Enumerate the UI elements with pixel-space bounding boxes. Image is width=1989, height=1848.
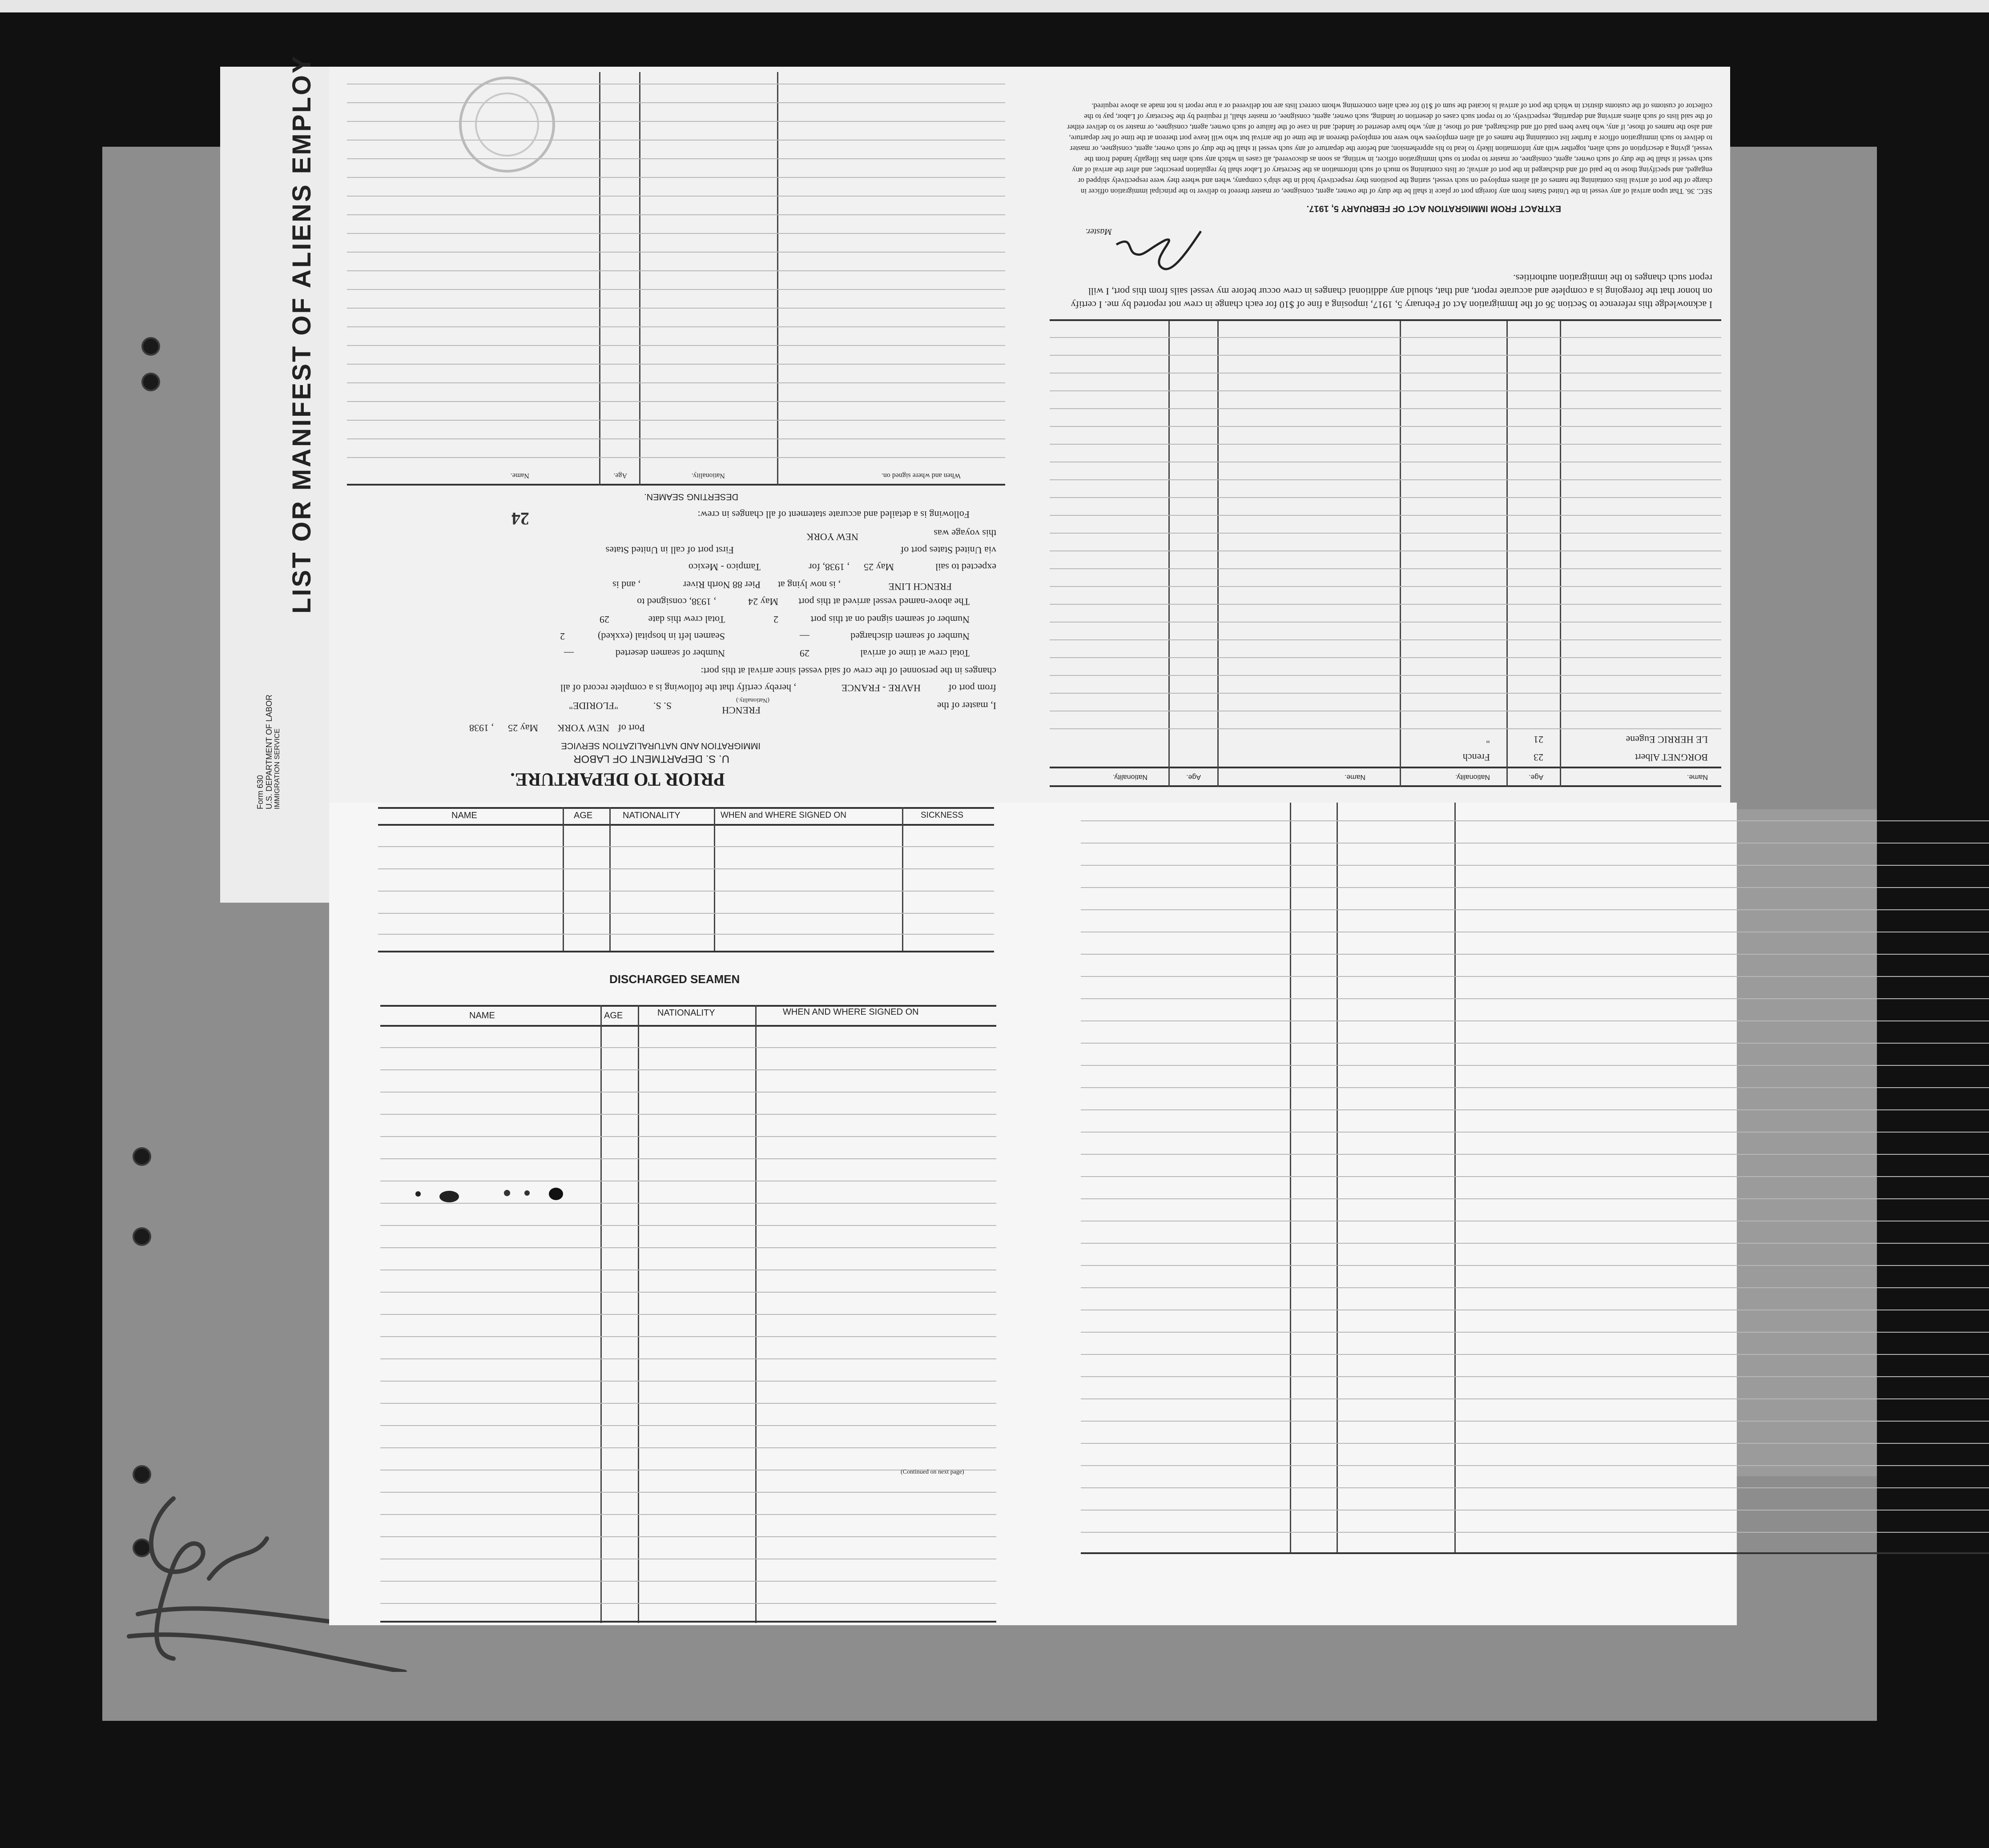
from-port-value: HAVRE - FRANCE: [841, 683, 921, 694]
row-rule: [1081, 1176, 1989, 1177]
row-rule: [1050, 639, 1721, 640]
row-rule: [380, 1247, 996, 1248]
row-rule: [380, 1403, 996, 1404]
row-rule: [1081, 1087, 1989, 1088]
row-rule: [1081, 1354, 1989, 1355]
master-prefix: I, master of the: [937, 700, 996, 711]
row-rule: [1081, 1487, 1989, 1488]
crew-col-age-a: Age.: [1529, 773, 1543, 781]
crew-col-nationality-a: Nationality.: [1455, 773, 1490, 781]
row-rule: [1050, 444, 1721, 445]
top-col-name: NAME: [451, 811, 477, 820]
upper-sheet: [329, 67, 1730, 805]
lying-label: , is now lying at: [777, 579, 841, 591]
hospital-value: 2: [560, 631, 565, 642]
lying-value: Pier 88 North River: [683, 579, 761, 591]
row-rule: [1081, 1020, 1989, 1021]
port-year: , 1938: [469, 723, 494, 734]
row-rule: [1081, 1065, 1989, 1066]
crew-row-name: LE HERRIC Eugene: [1626, 734, 1708, 745]
binder-hole: [141, 373, 160, 391]
total-date-value: 29: [600, 614, 609, 625]
crew-row-nationality: ": [1486, 734, 1490, 745]
side-form-department: U.S. DEPARTMENT OF LABOR: [265, 694, 274, 809]
row-rule: [347, 270, 1005, 271]
row-rule: [347, 140, 1005, 141]
col-divider: [563, 807, 564, 952]
discharged-title: DISCHARGED SEAMEN: [609, 972, 740, 986]
row-rule: [1081, 1510, 1989, 1511]
row-rule: [347, 252, 1005, 253]
master-label: Master.: [1085, 227, 1112, 237]
sail-date: May 25: [864, 562, 894, 573]
row-rule: [347, 177, 1005, 178]
rule: [380, 1621, 996, 1623]
deserted-value: —: [564, 648, 574, 659]
row-rule: [347, 438, 1005, 439]
row-rule: [380, 1603, 996, 1604]
row-rule: [1050, 622, 1721, 623]
arrived-date: May 24: [748, 596, 778, 607]
deserting-col-nationality: Nationality.: [692, 472, 725, 479]
row-rule: [380, 1581, 996, 1582]
discharged-col-name: NAME: [469, 1011, 495, 1020]
row-rule: [1081, 998, 1989, 999]
ink-blots: [409, 1181, 569, 1207]
row-rule: [1050, 337, 1721, 338]
row-rule: [380, 1158, 996, 1159]
row-rule: [1050, 515, 1721, 516]
row-rule: [1081, 1532, 1989, 1533]
row-rule: [1081, 1198, 1989, 1199]
row-rule: [378, 891, 994, 892]
row-rule: [378, 934, 994, 935]
row-rule: [380, 1092, 996, 1093]
following-text: Following is a detailed and accurate statement of all changes in crew:: [697, 509, 970, 520]
row-rule: [1050, 533, 1721, 534]
nationality-value: FRENCH: [722, 705, 761, 716]
discharged-label: Number of seamen discharged: [850, 631, 970, 642]
scan-top-edge: [0, 0, 1989, 12]
col-divider: [1290, 803, 1291, 1554]
row-rule: [1081, 1465, 1989, 1466]
row-rule: [347, 214, 1005, 215]
row-rule: [347, 102, 1005, 103]
row-rule: [1050, 657, 1721, 658]
row-rule: [378, 868, 994, 869]
deserting-col-signed: When and where signed on.: [881, 472, 961, 479]
rule: [1081, 1552, 1989, 1554]
discharged-value: —: [800, 631, 809, 642]
row-rule: [378, 846, 994, 847]
row-rule: [1050, 568, 1721, 569]
ship-prefix: S. S.: [653, 700, 672, 711]
extract-title: EXTRACT FROM IMMIGRATION ACT OF FEBRUARY 5, 1917.: [1306, 204, 1561, 213]
crew-col-nationality-b: Nationality.: [1113, 773, 1148, 781]
discharged-col-nationality: NATIONALITY: [657, 1008, 715, 1018]
col-divider: [609, 807, 611, 952]
deserting-col-age: Age.: [613, 472, 627, 479]
prior-department: U. S. DEPARTMENT OF LABOR: [573, 753, 729, 765]
deserted-label: Number of seamen deserted: [615, 648, 725, 659]
row-rule: [1081, 1287, 1989, 1288]
row-rule: [347, 196, 1005, 197]
row-rule: [380, 1336, 996, 1337]
row-rule: [347, 420, 1005, 421]
row-rule: [1081, 820, 1989, 821]
row-rule: [347, 121, 1005, 122]
row-rule: [347, 158, 1005, 159]
crew-col-name-b: Name.: [1344, 773, 1365, 781]
row-rule: [347, 457, 1005, 458]
top-col-age: AGE: [574, 811, 593, 820]
nationality-caption: (Nationality.): [736, 697, 769, 703]
row-rule: [380, 1269, 996, 1270]
rule: [1050, 767, 1721, 768]
row-rule: [347, 364, 1005, 365]
signed-label: Number of seamen signed on at this port: [810, 614, 970, 625]
row-rule: [347, 382, 1005, 383]
port-label: Port of: [618, 723, 645, 734]
row-rule: [1050, 426, 1721, 427]
acknowledge-text: I acknowledge this reference to Section 36 of the Immigration Act of February 5, 1917, imposing a fine of $10 for each change in crew not reported by me. I certify on honor that the foregoing is a complete and accurate report, and that, should any additional changes in crew occur before my vessel sails from this port, I will report such changes to the immigration authorities.: [1071, 273, 1712, 310]
stamp-number: 24: [511, 509, 529, 529]
row-rule: [1050, 355, 1721, 356]
col-divider: [639, 72, 640, 486]
binder-hole: [133, 1147, 151, 1166]
row-rule: [1050, 586, 1721, 587]
row-rule: [1081, 1132, 1989, 1133]
side-form-title: LIST OR MANIFEST OF ALIENS EMPLOY: [287, 54, 316, 614]
row-rule: [1081, 1243, 1989, 1244]
crew-row-age: 21: [1534, 734, 1543, 745]
official-seal-stamp: [449, 71, 565, 178]
rule: [378, 951, 994, 952]
row-rule: [1081, 865, 1989, 866]
row-rule: [380, 1114, 996, 1115]
deserting-col-name: Name.: [510, 472, 529, 479]
rule: [380, 1005, 996, 1007]
certify-text: , hereby certify that the following is a complete record of all: [560, 683, 796, 694]
hospital-label: Seamen left in hospital (exxked): [598, 631, 725, 642]
col-divider: [902, 807, 903, 952]
top-col-nationality: NATIONALITY: [623, 811, 680, 820]
row-rule: [380, 1292, 996, 1293]
rule: [1050, 785, 1721, 787]
row-rule: [380, 1225, 996, 1226]
row-rule: [380, 1314, 996, 1315]
crew-row-age: 23: [1534, 752, 1543, 763]
side-form-number: Form 630: [256, 775, 265, 809]
row-rule: [380, 1358, 996, 1359]
row-rule: [380, 1425, 996, 1426]
row-rule: [1081, 1376, 1989, 1377]
side-form-strip: [220, 54, 329, 903]
row-rule: [1050, 497, 1721, 498]
row-rule: [1081, 909, 1989, 910]
crew-col-name-a: Name.: [1687, 773, 1708, 781]
col-divider: [777, 72, 778, 486]
row-rule: [347, 401, 1005, 402]
side-form-service: IMMIGRATION SERVICE: [274, 728, 281, 809]
row-rule: [347, 308, 1005, 309]
row-rule: [1081, 1421, 1989, 1422]
crew-col-age-b: Age.: [1186, 773, 1201, 781]
changes-text: changes in the personnel of the crew of said vessel since arrival at this port:: [701, 666, 996, 677]
row-rule: [1050, 693, 1721, 694]
rule: [1050, 319, 1721, 321]
crew-extract-form: [1050, 67, 1721, 800]
row-rule: [1081, 1398, 1989, 1399]
discharged-col-signed: WHEN AND WHERE SIGNED ON: [783, 1007, 919, 1017]
via-label: via United States port of: [900, 545, 996, 556]
binder-hole: [133, 1227, 151, 1246]
row-rule: [1081, 1109, 1989, 1110]
row-rule: [347, 233, 1005, 234]
deserting-title: DESERTING SEAMEN.: [644, 492, 738, 502]
row-rule: [1050, 550, 1721, 551]
lower-sheet: [329, 803, 1737, 1625]
row-rule: [1081, 843, 1989, 844]
continued-note: (Continued on next page): [901, 1469, 964, 1475]
row-rule: [1081, 1043, 1989, 1044]
row-rule: [1050, 604, 1721, 605]
master-signature: [1107, 218, 1210, 285]
voyage-label: this voyage was: [934, 528, 996, 539]
prior-to-departure-form: [342, 67, 1010, 800]
row-rule: [380, 1047, 996, 1048]
row-rule: [1050, 479, 1721, 480]
row-rule: [347, 345, 1005, 346]
sail-year: , 1938, for: [809, 562, 850, 573]
row-rule: [380, 1069, 996, 1070]
row-rule: [380, 1536, 996, 1537]
first-port-label: First port of call in United States: [605, 545, 734, 556]
total-date-label: Total crew this date: [648, 614, 725, 625]
arrived-year: , 1938, consigned to: [637, 596, 716, 607]
voyage-port: NEW YORK: [806, 531, 858, 542]
row-rule: [1081, 976, 1989, 977]
crew-row-nationality: French: [1462, 752, 1490, 763]
crew-row-name: BORGNET Albert: [1635, 752, 1708, 763]
row-rule: [1081, 1443, 1989, 1444]
row-rule: [1081, 954, 1989, 955]
row-rule: [1081, 1265, 1989, 1266]
top-col-sickness: SICKNESS: [921, 811, 964, 820]
col-divider: [1337, 803, 1338, 1554]
rule: [347, 484, 1005, 486]
total-crew-value: 29: [800, 648, 809, 659]
row-rule: [1081, 1154, 1989, 1155]
row-rule: [1081, 1332, 1989, 1333]
sail-label: expected to sail: [935, 562, 996, 573]
row-rule: [1050, 675, 1721, 676]
row-rule: [380, 1447, 996, 1448]
and-is: , and is: [612, 579, 640, 591]
port-date: May 25: [508, 723, 538, 734]
row-rule: [378, 913, 994, 914]
port-value: NEW YORK: [557, 723, 609, 734]
col-divider: [714, 807, 715, 952]
row-rule: [1050, 728, 1721, 729]
consignee: FRENCH LINE: [888, 581, 952, 592]
row-rule: [1081, 887, 1989, 888]
row-rule: [347, 326, 1005, 327]
col-divider: [1454, 803, 1456, 1554]
discharged-col-age: AGE: [604, 1011, 623, 1020]
row-rule: [1050, 373, 1721, 374]
row-rule: [1050, 390, 1721, 391]
row-rule: [380, 1136, 996, 1137]
row-rule: [347, 289, 1005, 290]
destination: Tampico - Mexico: [688, 562, 761, 573]
top-col-signed: WHEN and WHERE SIGNED ON: [721, 811, 846, 820]
row-rule: [380, 1492, 996, 1493]
prior-title: PRIOR TO DEPARTURE.: [510, 769, 725, 789]
section-36-text: SEC. 36. That upon arrival of any vessel in the United States from any foreign port or place it shall be the duty of the owner, agent, consignee, or master thereof to deliver to the principal immigration officer in charge of the port of arrival lists containing the names of all aliens employed on such vessel, stating the positions they respectively hold in the ship's company, when and where they were respectively shipped or engaged, and specifying those to be paid off and discharged in the port of arrival; or lists containing so much of such information as the Secretary of Labor shall by regulation prescribe; and after the arrival of any such vessel it shall be the duty of such owner, agent, consignee, or master to report to such immigration officer, in writing, as soon as discovered, all cases in which any such alien has illegally landed from the vessel, giving a description of such alien, together with any information likely to lead to his apprehension; and before the departure of any such vessel it shall be the duty of such owner, agent, consignee, or master to deliver to such immigration officer a further list containing the names of all alien employees who were not employed thereon at the time of the arrival but who will leave port thereon at the time of her departure, and also the names of those, if any, who have been paid off and discharged, and of those, if any, who have deserted or landed; and in case of the failure of such owner, agent, consignee, or master so to deliver either of the said lists of such aliens arriving and departing, respectively, or to report such cases of desertion or landing, such owner, agent, consignee, or master shall, if required by the Secretary of Labor, pay to the collector of customs of the customs district in which the port of arrival is located the sum of $10 for each alien concerning whom correct lists are not delivered or a true report is not made as above required.: [1067, 102, 1712, 196]
prior-service: IMMIGRATION AND NATURALIZATION SERVICE: [561, 741, 761, 751]
row-rule: [380, 1514, 996, 1515]
total-crew-label: Total crew at time of arrival: [860, 648, 970, 659]
signed-value: 2: [773, 614, 778, 625]
rule: [380, 1025, 996, 1027]
arrived-label: The above-named vessel arrived at this port: [798, 596, 970, 607]
binder-hole: [141, 337, 160, 356]
row-rule: [380, 1381, 996, 1382]
col-divider: [599, 72, 600, 486]
ship-name: "FLORIDE": [569, 700, 618, 711]
row-rule: [1050, 408, 1721, 409]
from-port-label: from port of: [948, 683, 996, 694]
